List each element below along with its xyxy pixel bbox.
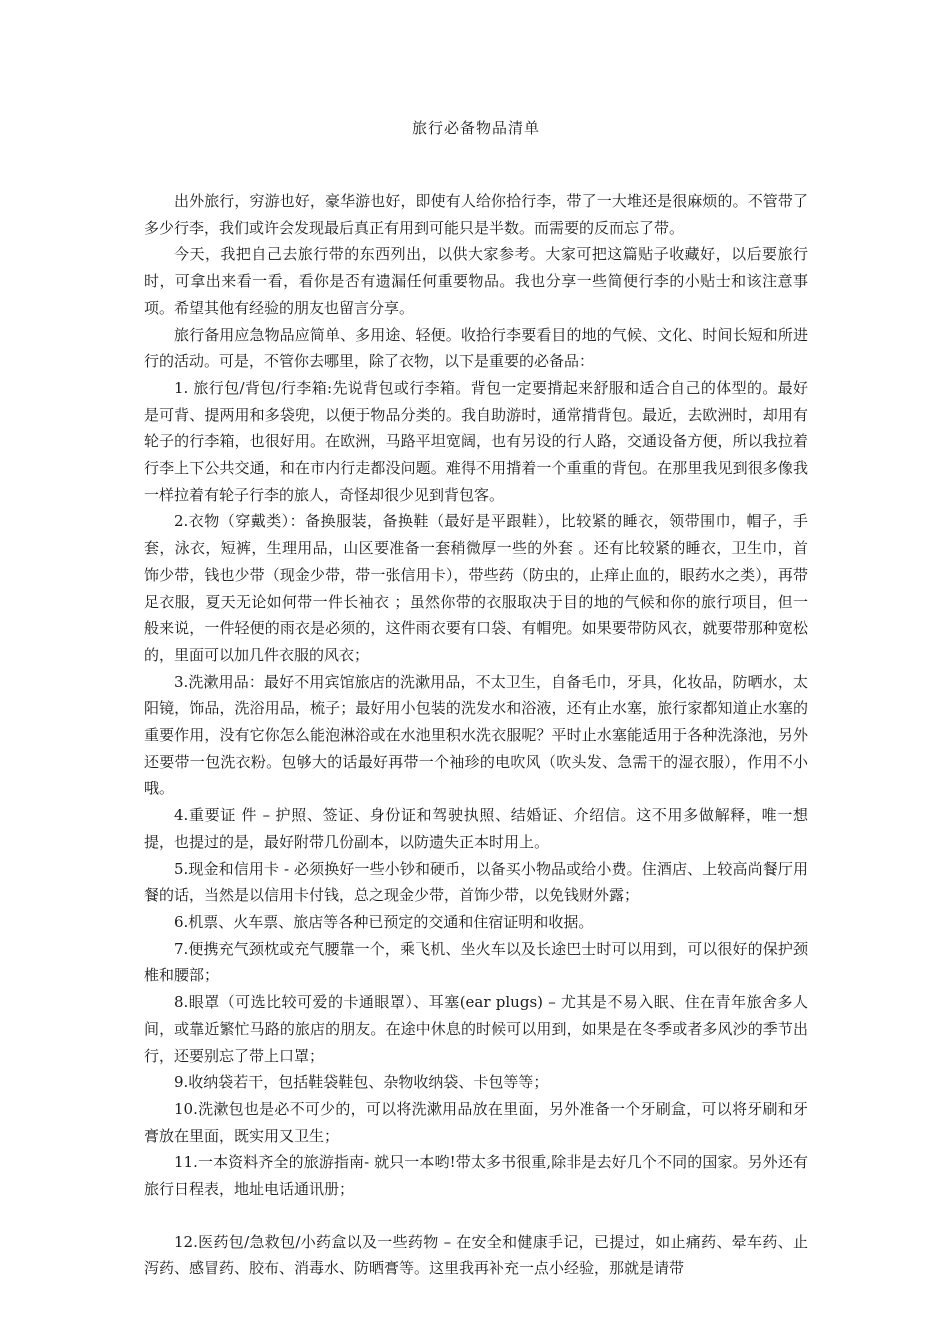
paragraph-principles: 旅行备用应急物品应简单、多用途、轻便。收拾行李要看目的地的气候、文化、时间长短和所进行的活动。可是，不管你去哪里，除了衣物，以下是重要的必备品：	[144, 325, 808, 371]
list-item-tickets: 6.机票、火车票、旅店等各种已预定的交通和住宿证明和收据。	[174, 912, 594, 931]
list-item-bags: 1. 旅行包/背包/行李箱:先说背包或行李箱。背包一定要揹起来舒服和适合自己的体型的。最好是可背、提两用和多袋兜，以便于物品分类的。我自助游时，通常揹背包。最近，去欧洲时，却用有轮子的行李箱，也很好用。在欧洲，马路平坦宽阔，也有另设的行人路，交通设备方便，所以我拉着行李上下公共交通，和在市内行走都没问题。难得不用揹着一个重重的背包。在那里我见到很多像我一样拉着有轮子行李的旅人，奇怪却很少见到背包客。	[144, 378, 808, 504]
paragraph-intro: 出外旅行，穷游也好，豪华游也好，即使有人给你拾行李，带了一大堆还是很麻烦的。不管带了多少行李，我们或许会发现最后真正有用到可能只是半数。而需要的反而忘了带。	[144, 192, 808, 237]
document-body	[144, 188, 808, 1282]
list-item-toiletries: 3.洗漱用品：最好不用宾馆旅店的洗漱用品，不太卫生，自备毛巾，牙具，化妆品，防晒水，太阳镜，饰品，洗浴用品，梳子；最好用小包装的洗发水和浴液，还有止水塞，旅行家都知道止水塞的重要作用，没有它你怎么能泡淋浴或在水池里积水洗衣服呢？平时止水塞能适用于各种洗涤池，另外还要带一包洗衣粉。包够大的话最好再带一个袖珍的电吹风（吹头发、急需干的湿衣服），作用不小哦。	[144, 672, 808, 798]
list-item-storage-bags: 9.收纳袋若干，包括鞋袋鞋包、杂物收纳袋、卡包等等；	[174, 1073, 549, 1092]
paragraph-purpose: 今天，我把自己去旅行带的东西列出，以供大家参考。大家可把这篇贴子收藏好，以后要旅行时，可拿出来看一看，看你是否有遗漏任何重要物品。我也分享一些简便行李的小贴士和该注意事项。希望其他有经验的朋友也留言分享。	[144, 245, 808, 317]
list-item-clothing: 2.衣物（穿戴类）：备换服装，备换鞋（最好是平跟鞋），比较紧的睡衣，领带围巾，帽子，手套，泳衣，短裤，生理用品，山区要准备一套稍微厚一些的外套 。还有比较紧的睡衣，卫生巾，首饰少带，钱也少带（现金少带，带一张信用卡），带些药（防虫的，止痒止血的，眼药水之类），再带足衣服，夏天无论如何带一件长袖衣 ；虽然你带的衣服取决于目的地的气候和你的旅行项目，但一般来说，一件轻便的雨衣是必须的，这件雨衣要有口袋、有帽兜。如果要带防风衣，就要带那种宽松的，里面可以加几件衣服的风衣；	[144, 512, 808, 664]
list-item-cash-cards: 5.现金和信用卡 - 必须换好一些小钞和硬币，以备买小物品或给小费。住酒店、上较高尚餐厅用餐的话，当然是以信用卡付钱，总之现金少带，首饰少带，以免钱财外露；	[144, 859, 808, 905]
list-item-neck-pillow: 7.便携充气颈枕或充气腰靠一个，乘飞机、坐火车以及长途巴士时可以用到，可以很好的保护颈椎和腰部；	[144, 939, 808, 985]
list-item-guidebook: 11.一本资料齐全的旅游指南- 就只一本哟!带太多书很重,除非是去好几个不同的国家。另外还有旅行日程表，地址电话通讯册；	[144, 1153, 808, 1199]
list-item-eye-mask: 8.眼罩（可选比较可爱的卡通眼罩）、耳塞(ear plugs) – 尤其是不易入眠、住在青年旅舍多人间，或靠近繁忙马路的旅店的朋友。在途中休息的时候可以用到，如果是在冬季或者多风沙的季节出行，还要别忘了带上口罩；	[144, 993, 808, 1065]
list-item-wash-bag: 10.洗漱包也是必不可少的，可以将洗漱用品放在里面，另外准备一个牙刷盒，可以将牙刷和牙膏放在里面，既实用又卫生；	[144, 1099, 808, 1145]
list-item-medical-kit: 12.医药包/急救包/小药盒以及一些药物 – 在安全和健康手记，已提过，如止痛药、晕车药、止泻药、感冒药、胶布、消毒水、防晒膏等。这里我再补充一点小经验，那就是请带	[144, 1232, 808, 1278]
document-title: 旅行必备物品清单	[411, 119, 540, 137]
list-item-documents: 4.重要证 件 – 护照、签证、身份证和驾驶执照、结婚证、介绍信。这不用多做解释，唯一想提，也提过的是，最好附带几份副本，以防遗失正本时用上。	[144, 806, 808, 851]
